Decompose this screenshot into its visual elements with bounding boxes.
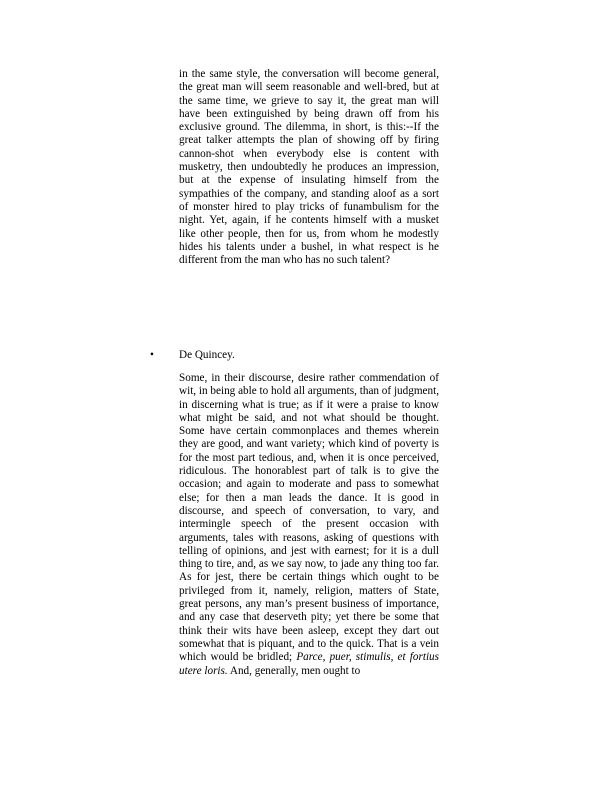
attribution-list [148,349,235,362]
attribution-item [148,349,235,362]
paragraph-discourse [179,372,439,678]
paragraph-discourse-text: Some, in their discourse, desire rather commendation of wit, in being able to hold all arguments, than of judgment, in discerning what is true; as if it were a praise to know what might be said, and not what should be thought. Some have certain commonplaces and themes wherein they are good, and want variety; which kind of poverty is for the most part tedious, and, when it is once perceived, ridiculous. The honorablest part of talk is to give the occasion; and again to moderate and pass to somewhat else; for then a man leads the dance. It is good in discourse, and speech of conversation, to vary, and intermingle speech of the present occasion with arguments, tales with reasons, asking of questions with telling of opinions, and jest with earnest; for it is a dull thing to tire, and, as we say now, to jade any thing too far. As for jest, there be certain things which ought to be privileged from it, namely, religion, matters of State, great persons, any man’s present business of importance, and any case that deserveth pity; yet there be some that think their wits have been asleep, except they dart out somewhat that is piquant, and to the quick. That is a vein which would be bridled; [179,372,439,664]
paragraph-de-quincey-quote: in the same style, the conversation will become general, the great man will seem reasonable and well-bred, but at the same time, we grieve to say it, the great man will have been extinguished by being drawn off from his exclusive ground. The dilemma, in short, is this:--If the great talker attempts the plan of showing off by firing cannon-shot when everybody else is content with musketry, then undoubtedly he produces an impression, but at the expense of insulating himself from the sympathies of the company, and standing aloof as a sort of monster hired to play tricks of funambulism for the night. Yet, again, if he contents himself with a musket like other people, then for us, from whom he modestly hides his talents under a bushel, in what respect is he different from the man who has no such talent? [179,68,439,267]
bullet-icon: • [150,349,154,361]
attribution-author: De Quincey. [179,349,235,361]
latin-quote: Parce, puer, stimulis, et fortius utere loris. [179,651,440,677]
paragraph-discourse-continuation: And, generally, men ought to [229,664,361,677]
